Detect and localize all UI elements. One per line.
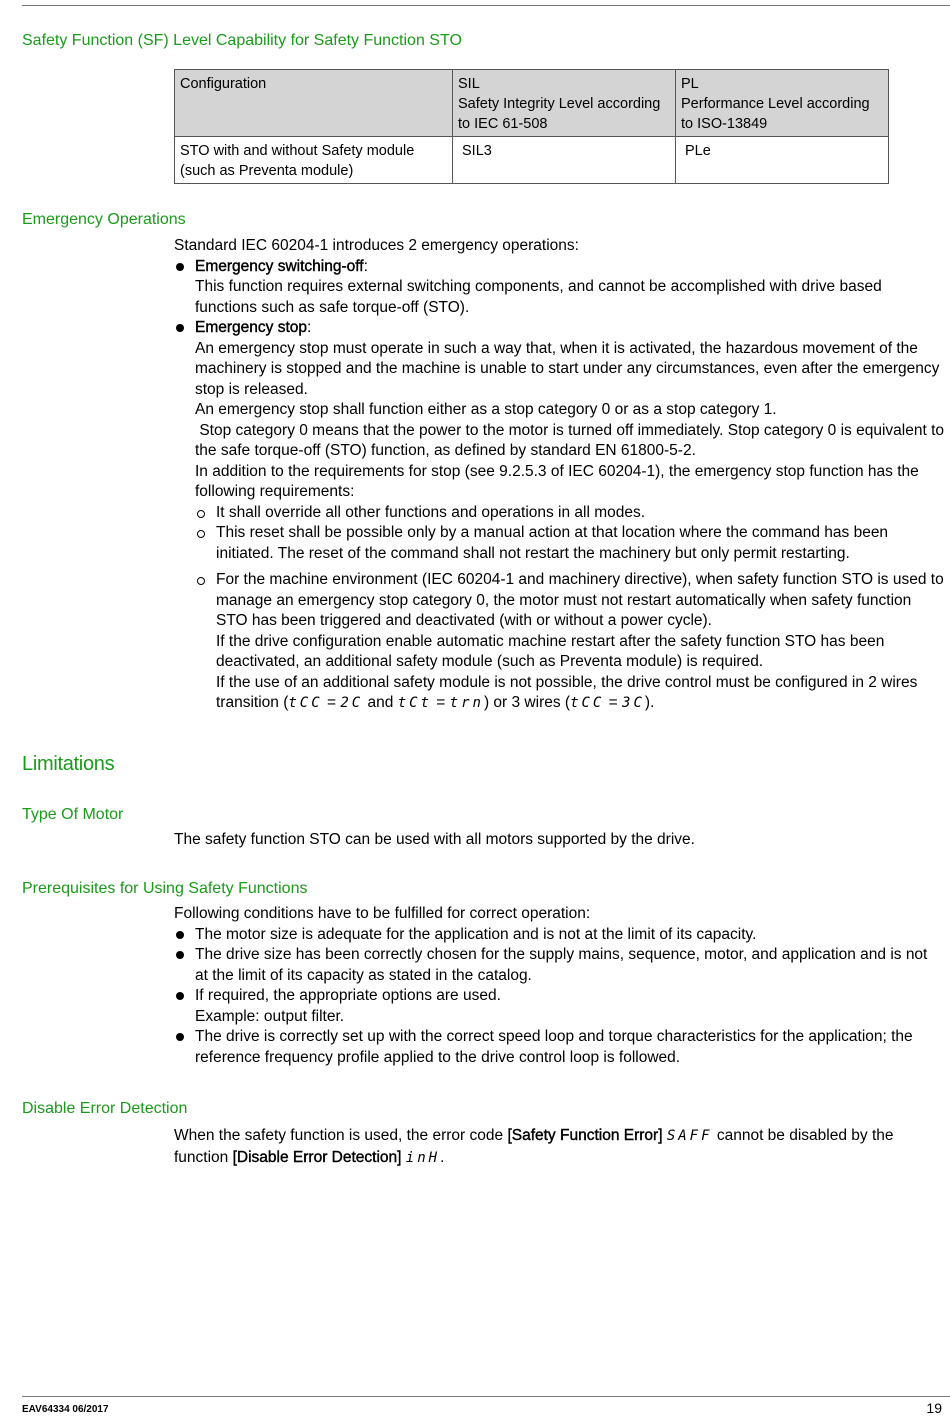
prerequisites-intro: Following conditions have to be fulfilled for correct operation: [174,905,591,922]
machine-env-p1: For the machine environment (IEC 60204-1 and machinery directive), when safety function STO is used to manage an emergency stop category 0, the motor must not restart automatically when safety function STO has been triggered and deactivated (with or without a power cycle). [216,571,944,629]
page-number: 19 [926,1400,942,1416]
list-item: The drive size has been correctly chosen for the supply mains, sequence, motor, and application and is not at the limit of its capacity as stated in the catalog. [174,945,944,986]
top-rule [22,5,950,6]
sub-bullet-override: It shall override all other functions and operations in all modes. [195,503,944,524]
code-tct: tCt [397,695,432,711]
code-inh: inH [405,1150,441,1166]
emergency-switching-off-text: This function requires external switching components, and cannot be accomplished with drive based functions such as safe torque-off (STO). [195,278,882,316]
list-item: The drive is correctly set up with the correct speed loop and torque characteristics for the application; the reference frequency profile applied to the drive control loop is followed. [174,1027,944,1068]
code-tcc-2: tCC [570,695,605,711]
sf-level-table [174,69,889,184]
type-of-motor-body: The safety function STO can be used with all motors supported by the drive. [174,831,695,848]
header-pl: PL Performance Level according to ISO-13849 [676,70,889,137]
code-saff: SAFF [666,1128,713,1144]
table-header-row [175,70,889,137]
emergency-stop-p3: Stop category 0 means that the power to the motor is turned off immediately. Stop category 0 is equivalent to the safe torque-off (STO) function, as defined by standard EN 61800-5-2. [195,421,949,459]
term-disable-error-detection: [Disable Error Detection] [232,1149,402,1166]
emergency-stop-p1: An emergency stop must operate in such a way that, when it is activated, the hazardous movement of the machinery is stopped and the machine is unable to start under any circumstances, even after the emergency stop is released. [195,339,940,398]
emergency-heading: Emergency Operations [22,211,186,228]
prerequisites-body [174,904,944,1068]
bullet-emergency-stop: Emergency stop: An emergency stop must operate in such a way that, when it is activated, the hazardous movement of the machinery is stopped and the machine is unable to start under any circumstances, even after the emergency stop is released. An emergency stop shall function either as a stop category 0 or as a stop category 1. Stop category 0 means that the power to the motor is turned off immediately. Stop category 0 is equivalent to the safe torque-off (STO) function, as defined by standard EN 61800-5-2. In addition to the requirements for stop (see 9.2.5.3 of IEC 60204-1), the emergency stop function has the following requirements: [174,318,944,503]
limitations-heading: Limitations [22,753,115,775]
header-configuration: Configuration [175,70,453,137]
disable-error-body: When the safety function is used, the error code [Safety Function Error] SAFF cannot be disabled by the function [Disable Error Detection] inH. [174,1127,894,1166]
sf-level-heading: Safety Function (SF) Level Capability for Safety Function STO [22,32,462,49]
prerequisites-heading: Prerequisites for Using Safety Functions [22,880,308,897]
emergency-intro: Standard IEC 60204-1 introduces 2 emergency operations: [174,237,579,254]
code-3c: 3C [622,695,645,711]
term-emergency-stop: Emergency stop [195,319,307,336]
cell-pl: PLe [676,137,889,184]
term-safety-function-error: [Safety Function Error] [507,1127,663,1144]
list-item: The motor size is adequate for the application and is not at the limit of its capacity. [174,925,944,946]
cell-configuration: STO with and without Safety module (such as Preventa module) [175,137,453,184]
table-row [175,137,889,184]
emergency-body [174,236,949,714]
emergency-stop-p2: An emergency stop shall function either as a stop category 0 or as a stop category 1. [195,401,777,418]
bottom-rule [22,1396,950,1397]
machine-env-p2: If the drive configuration enable automatic machine restart after the safety function STO has been deactivated, an additional safety module (such as Preventa module) is required. [216,632,885,670]
disable-error-heading: Disable Error Detection [22,1100,188,1117]
code-trn: trn [449,695,484,711]
sub-bullet-reset: This reset shall be possible only by a manual action at that location where the command has been initiated. The reset of the command shall not restart the machinery but only permit restarting. [195,523,944,564]
header-sil: SIL Safety Integrity Level according to IEC 61-508 [453,70,676,137]
code-tcc: tCC [288,695,323,711]
bullet-emergency-switching-off: Emergency switching-off: This function requires external switching components, and cannot be accomplished with drive based functions such as safe torque-off (STO). [174,257,944,319]
doc-reference: EAV64334 06/2017 [22,1404,109,1415]
sub-bullet-machine-environment [195,570,944,714]
cell-sil: SIL3 [453,137,676,184]
example-text: Example: output filter. [195,1007,345,1025]
machine-env-p3: If the use of an additional safety module is not possible, the drive control must be configured in 2 wires transition (tCC = 2C and tCt = trn) or 3 wires (tCC = 3C). [216,673,918,711]
term-emergency-switching-off: Emergency switching-off [195,257,364,275]
type-of-motor-heading: Type Of Motor [22,806,124,823]
emergency-stop-p4: In addition to the requirements for stop (see 9.2.5.3 of IEC 60204-1), the emergency stop function has the following requirements: [195,462,919,500]
list-item: If required, the appropriate options are used. Example: output filter. [174,986,944,1027]
code-2c: 2C [340,695,364,711]
